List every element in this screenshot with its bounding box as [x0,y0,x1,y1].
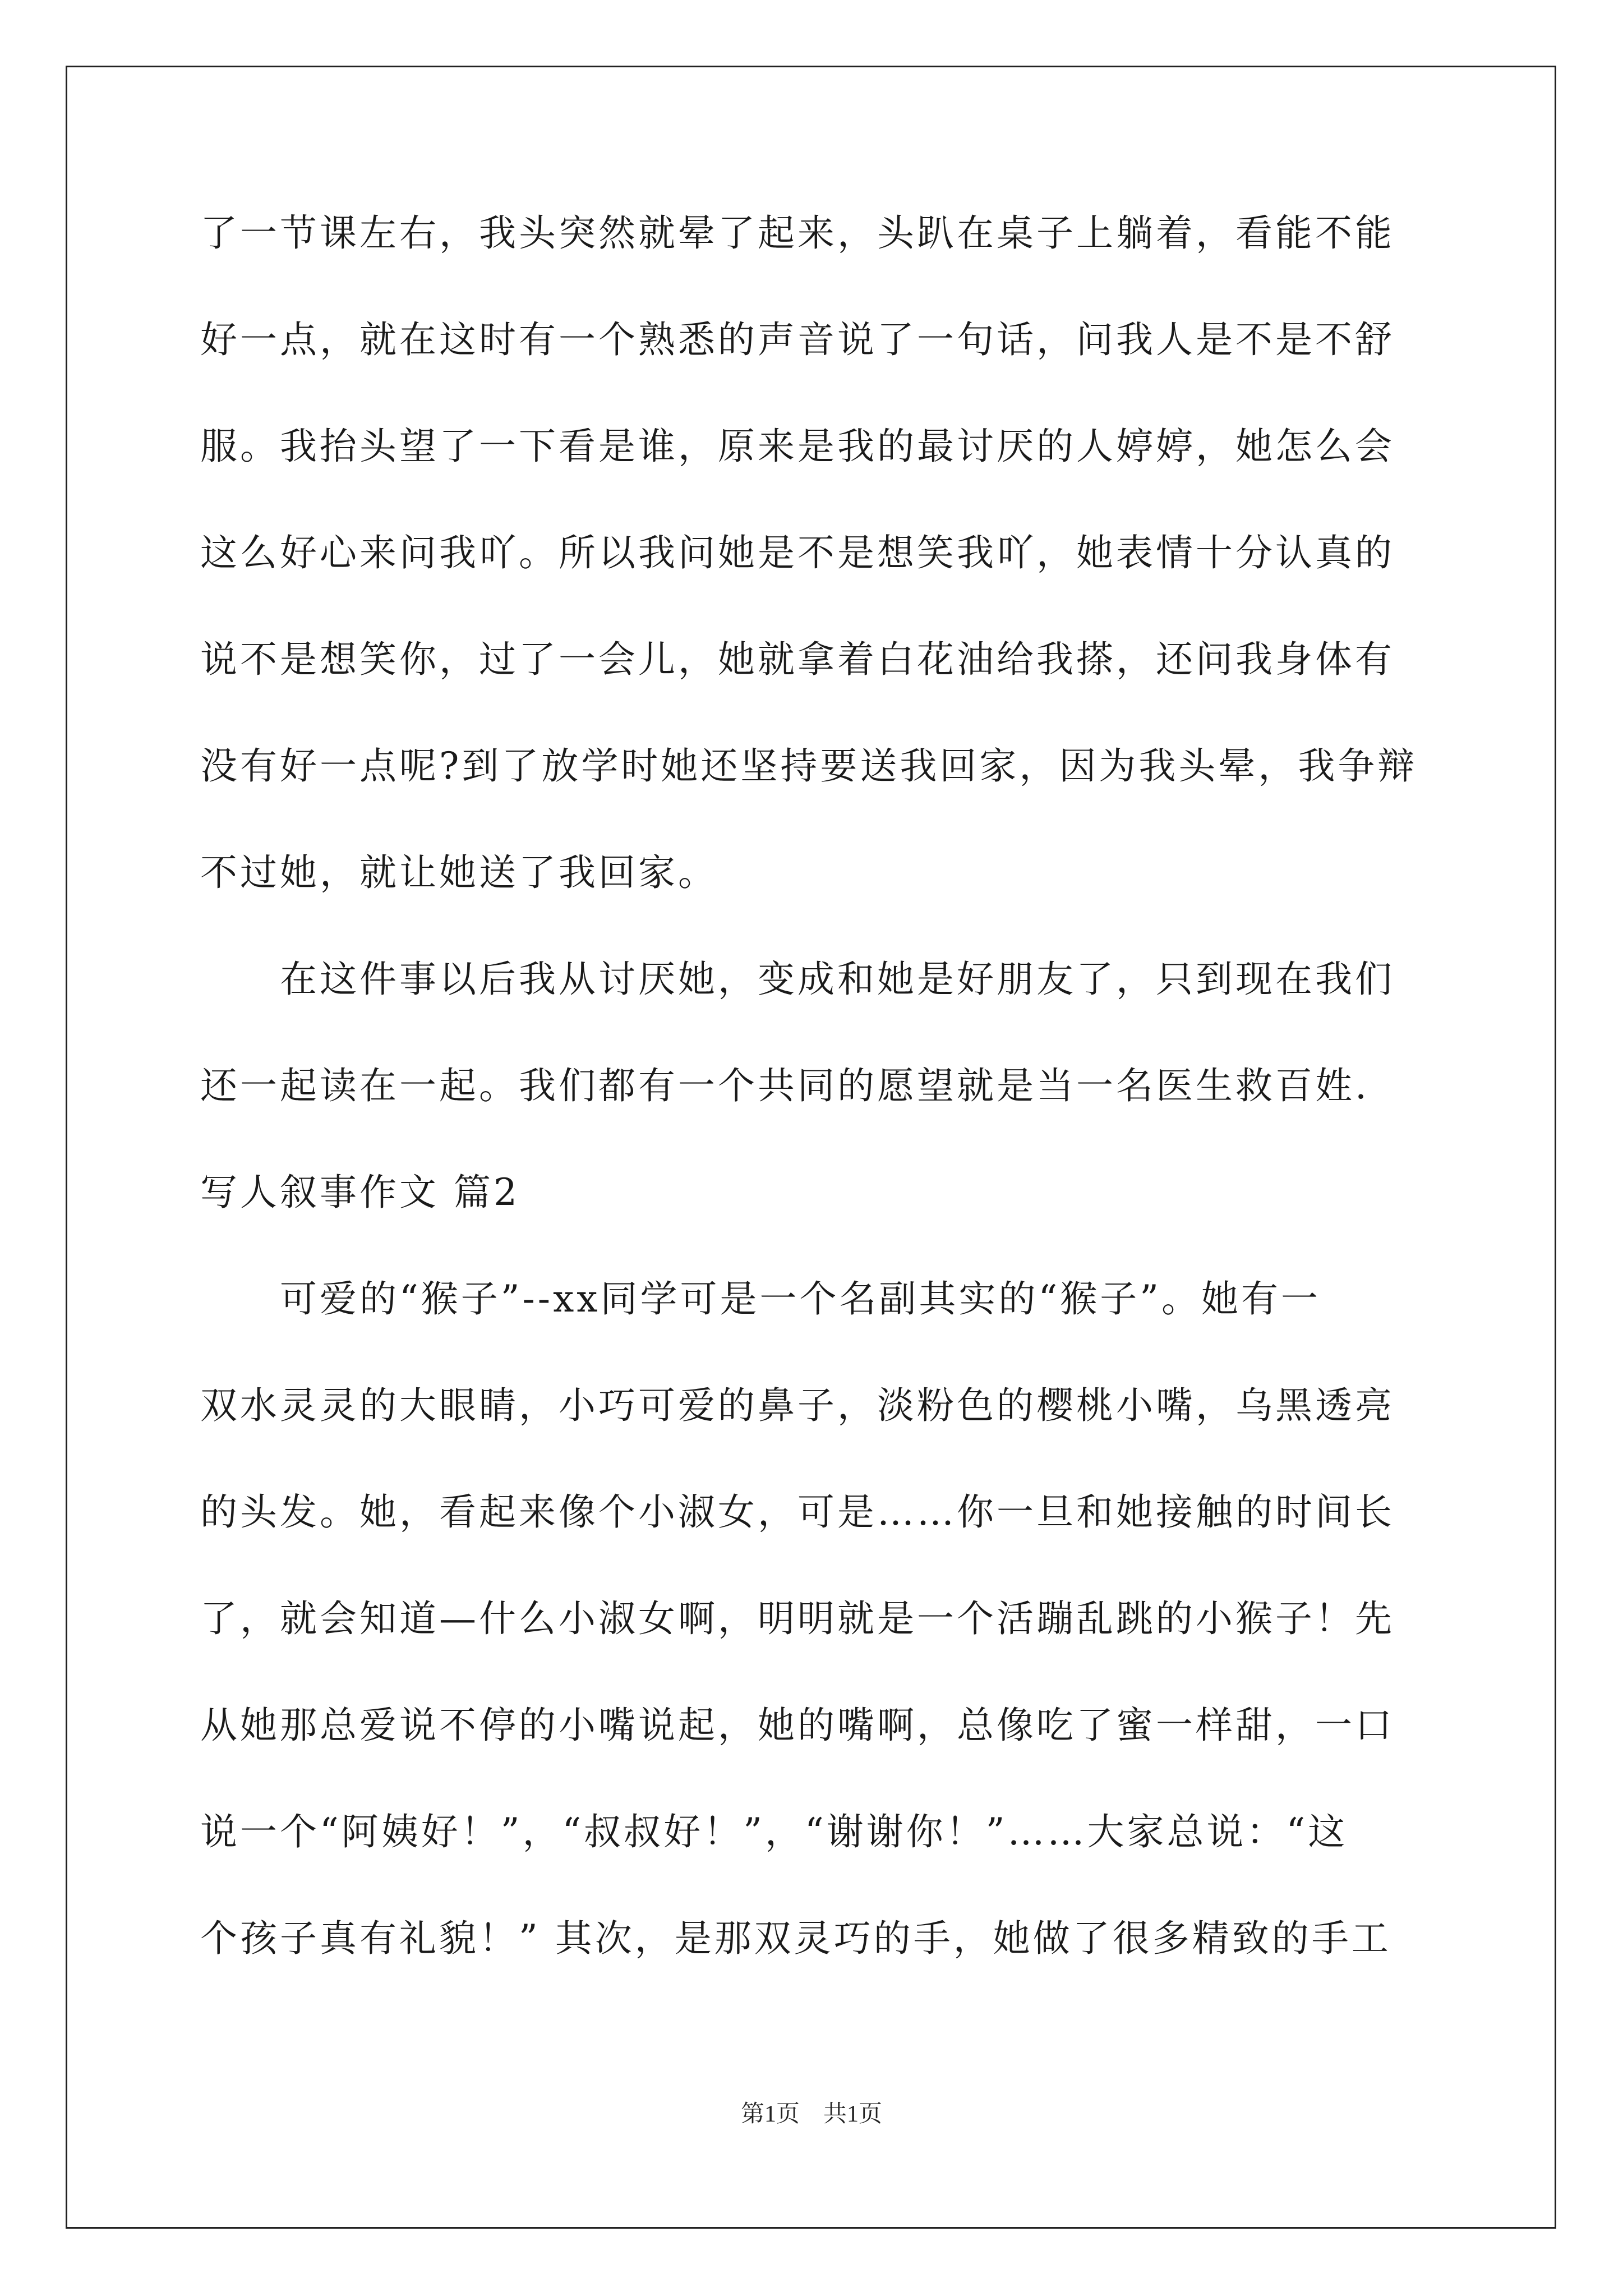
text-line: 服。我抬头望了一下看是谁，原来是我的最讨厌的人婷婷，她怎么会 [200,425,1395,468]
text-line: 没有好一点呢?到了放学时她还坚持要送我回家，因为我头晕，我争辩 [200,744,1418,788]
text-line: 了一节课左右，我头突然就晕了起来，头趴在桌子上躺着，看能不能 [200,211,1395,255]
section-heading: 写人叙事作文 篇2 [200,1171,520,1214]
text-line: 还一起读在一起。我们都有一个共同的愿望就是当一名医生救百姓. [200,1064,1370,1107]
text-line: 在这件事以后我从讨厌她，变成和她是好朋友了，只到现在我们 [200,958,1395,1001]
text-line: 可爱的“猴子”--xx同学可是一个名副其实的“猴子”。她有一 [200,1277,1321,1320]
text-line: 说一个“阿姨好！”，“叔叔好！”，“谢谢你！”……大家总说：“这 [200,1810,1348,1853]
text-line: 双水灵灵的大眼睛，小巧可爱的鼻子，淡粉色的樱桃小嘴，乌黑透亮 [200,1384,1395,1427]
text-line: 好一点，就在这时有一个熟悉的声音说了一句话，问我人是不是不舒 [200,318,1395,361]
text-line: 这么好心来问我吖。所以我问她是不是想笑我吖，她表情十分认真的 [200,531,1395,574]
text-line: 的头发。她，看起来像个小淑女，可是……你一旦和她接触的时间长 [200,1490,1395,1534]
text-line: 了，就会知道—什么小淑女啊，明明就是一个活蹦乱跳的小猴子！先 [200,1597,1395,1640]
text-line: 个孩子真有礼貌！” 其次，是那双灵巧的手，她做了很多精致的手工 [200,1917,1391,1960]
text-line: 从她那总爱说不停的小嘴说起，她的嘴啊，总像吃了蜜一样甜，一口 [200,1704,1395,1747]
text-line: 不过她，就让她送了我回家。 [200,851,718,894]
text-line: 说不是想笑你，过了一会儿，她就拿着白花油给我搽，还问我身体有 [200,638,1395,681]
page-number-footer: 第1页 共1页 [740,2101,882,2127]
